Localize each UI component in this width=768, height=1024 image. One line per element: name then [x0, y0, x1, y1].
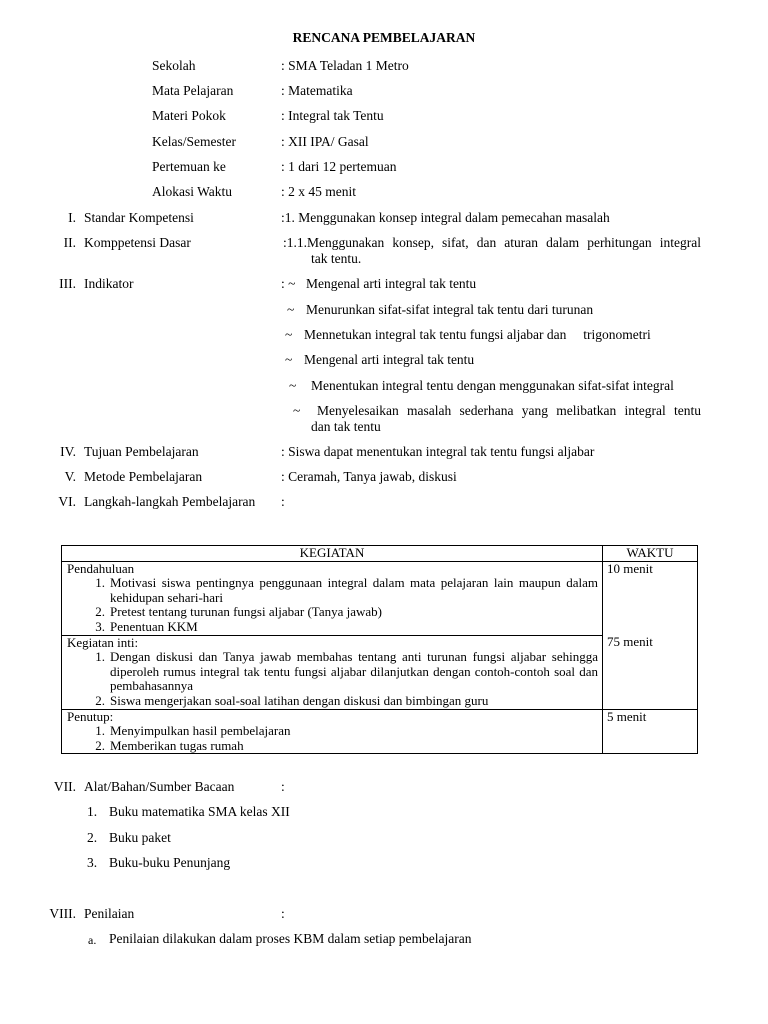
list-number: 1. [95, 649, 105, 665]
tilde-bullet: ~ [293, 403, 301, 418]
section-value-metode: : Ceramah, Tanya jawab, diskusi [281, 469, 457, 484]
section-number: I. [68, 210, 76, 225]
identity-value-alokasi: : 2 x 45 menit [281, 184, 356, 199]
indikator-prefix: : ~ [281, 276, 296, 291]
identity-label-mapel: Mata Pelajaran [152, 83, 234, 98]
section-label-penilaian: Penilaian [84, 906, 135, 921]
indikator-item: Mennetukan integral tak tentu fungsi aljabar dan trigonometri [304, 327, 651, 342]
section-label-tujuan: Tujuan Pembelajaran [84, 444, 199, 459]
table-row [62, 635, 698, 709]
waktu-cell [603, 635, 698, 709]
list-item [67, 620, 598, 635]
list-number: 3. [87, 855, 98, 870]
list-number: 1. [95, 575, 105, 591]
list-number: 2. [87, 830, 98, 845]
indikator-item: Mengenal arti integral tak tentu [306, 276, 477, 291]
list-text: Memberikan tugas rumah [110, 737, 244, 753]
list-item [67, 605, 598, 620]
section-number: VI. [58, 494, 76, 509]
indikator-item: Menentukan integral tentu dengan menggunakan sifat-sifat integral [311, 378, 674, 393]
penilaian-item: Penilaian dilakukan dalam proses KBM dalam setiap pembelajaran [109, 931, 472, 946]
list-text: Penentuan KKM [110, 618, 198, 634]
tilde-bullet: ~ [285, 327, 293, 342]
identity-value-pertemuan: : 1 dari 12 pertemuan [281, 159, 397, 174]
row-heading: Penutup: [67, 708, 114, 724]
header-waktu: WAKTU [603, 546, 698, 562]
list-number: 1. [87, 804, 98, 819]
section-number: II. [63, 235, 76, 250]
section-number: VII. [53, 779, 76, 794]
document-title: RENCANA PEMBELAJARAN [292, 30, 476, 45]
identity-value-mapel: : Matematika [281, 83, 353, 98]
list-text: Dengan diskusi dan Tanya jawab membahas tentang anti turunan fungsi aljabar sehingga diperoleh rumus integral tak tentu fungsi aljabar dilanjutkan dengan contoh-contoh soal dan pembahasannya [110, 649, 598, 694]
time-value: 10 menit [607, 560, 653, 576]
kegiatan-cell [62, 635, 603, 709]
tilde-bullet: ~ [285, 352, 293, 367]
row-heading: Pendahuluan [67, 560, 135, 576]
section-label-langkah: Langkah-langkah Pembelajaran [84, 494, 256, 509]
tilde-bullet: ~ [289, 378, 297, 393]
list-item [67, 724, 598, 739]
identity-label-sekolah: Sekolah [152, 58, 196, 73]
list-text: Motivasi siswa pentingnya penggunaan integral dalam mata pelajaran lain maupun dalam kehidupan sehari-hari [110, 575, 598, 605]
table-row [62, 561, 698, 635]
section-number: III. [59, 276, 76, 291]
list-item [67, 739, 598, 754]
list-number: 2. [95, 604, 105, 620]
list-item [67, 576, 598, 605]
identity-value-materi: : Integral tak Tentu [281, 108, 384, 123]
list-number: 1. [95, 723, 105, 739]
list-text: Pretest tentang turunan fungsi aljabar (Tanya jawab) [110, 604, 382, 620]
header-kegiatan: KEGIATAN [62, 546, 603, 562]
indikator-item: Mengenal arti integral tak tentu [304, 352, 475, 367]
section-label-alat-bahan: Alat/Bahan/Sumber Bacaan [84, 779, 235, 794]
tilde-bullet: ~ [287, 302, 295, 317]
waktu-cell [603, 709, 698, 754]
identity-label-pertemuan: Pertemuan ke [152, 159, 226, 174]
section-number: VIII. [49, 906, 76, 921]
section-value-alat-bahan: : [281, 779, 285, 794]
section-value-tujuan: : Siswa dapat menentukan integral tak tentu fungsi aljabar [281, 444, 595, 459]
identity-label-kelas: Kelas/Semester [152, 134, 236, 149]
table-header-row [62, 546, 698, 562]
kegiatan-cell [62, 561, 603, 635]
list-text: Menyimpulkan hasil pembelajaran [110, 723, 291, 739]
kegiatan-cell [62, 709, 603, 754]
time-value: 75 menit [607, 634, 653, 650]
identity-value-sekolah: : SMA Teladan 1 Metro [281, 58, 409, 73]
section-value-penilaian: : [281, 906, 285, 921]
section-value-kompetensi-dasar-cont: tak tentu. [311, 251, 362, 266]
list-item [67, 694, 598, 709]
list-number: 2. [95, 737, 105, 753]
waktu-cell [603, 561, 698, 635]
section-label-kompetensi-dasar: Komppetensi Dasar [84, 235, 191, 250]
section-value-langkah: : [281, 494, 285, 509]
section-value-standar-kompetensi: :1. Menggunakan konsep integral dalam pemecahan masalah [281, 210, 610, 225]
list-item [67, 650, 598, 694]
list-text: Siswa mengerjakan soal-soal latihan dengan diskusi dan bimbingan guru [110, 692, 489, 708]
section-value-kompetensi-dasar: :1.1.Menggunakan konsep, sifat, dan aturan dalam perhitungan integral [283, 235, 701, 250]
indikator-item: Menurunkan sifat-sifat integral tak tentu dari turunan [306, 302, 594, 317]
identity-label-alokasi: Alokasi Waktu [152, 184, 233, 199]
section-label-standar-kompetensi: Standar Kompetensi [84, 210, 194, 225]
section-label-metode: Metode Pembelajaran [84, 469, 203, 484]
identity-value-kelas: : XII IPA/ Gasal [281, 134, 369, 149]
time-value: 5 menit [607, 708, 647, 724]
list-number: 3. [95, 618, 105, 634]
kegiatan-table [61, 545, 698, 754]
sumber-item: Buku paket [109, 830, 171, 845]
table-row [62, 709, 698, 754]
section-number: V. [64, 469, 76, 484]
sumber-item: Buku-buku Penunjang [109, 855, 231, 870]
section-number: IV. [60, 444, 76, 459]
list-number: 2. [95, 692, 105, 708]
row-heading: Kegiatan inti: [67, 634, 139, 650]
list-letter: a. [88, 933, 97, 947]
indikator-item: Menyelesaikan masalah sederhana yang melibatkan integral tentu [317, 403, 701, 418]
sumber-item: Buku matematika SMA kelas XII [109, 804, 290, 819]
indikator-item-cont: dan tak tentu [311, 419, 381, 434]
identity-label-materi: Materi Pokok [152, 108, 226, 123]
section-label-indikator: Indikator [84, 276, 134, 291]
